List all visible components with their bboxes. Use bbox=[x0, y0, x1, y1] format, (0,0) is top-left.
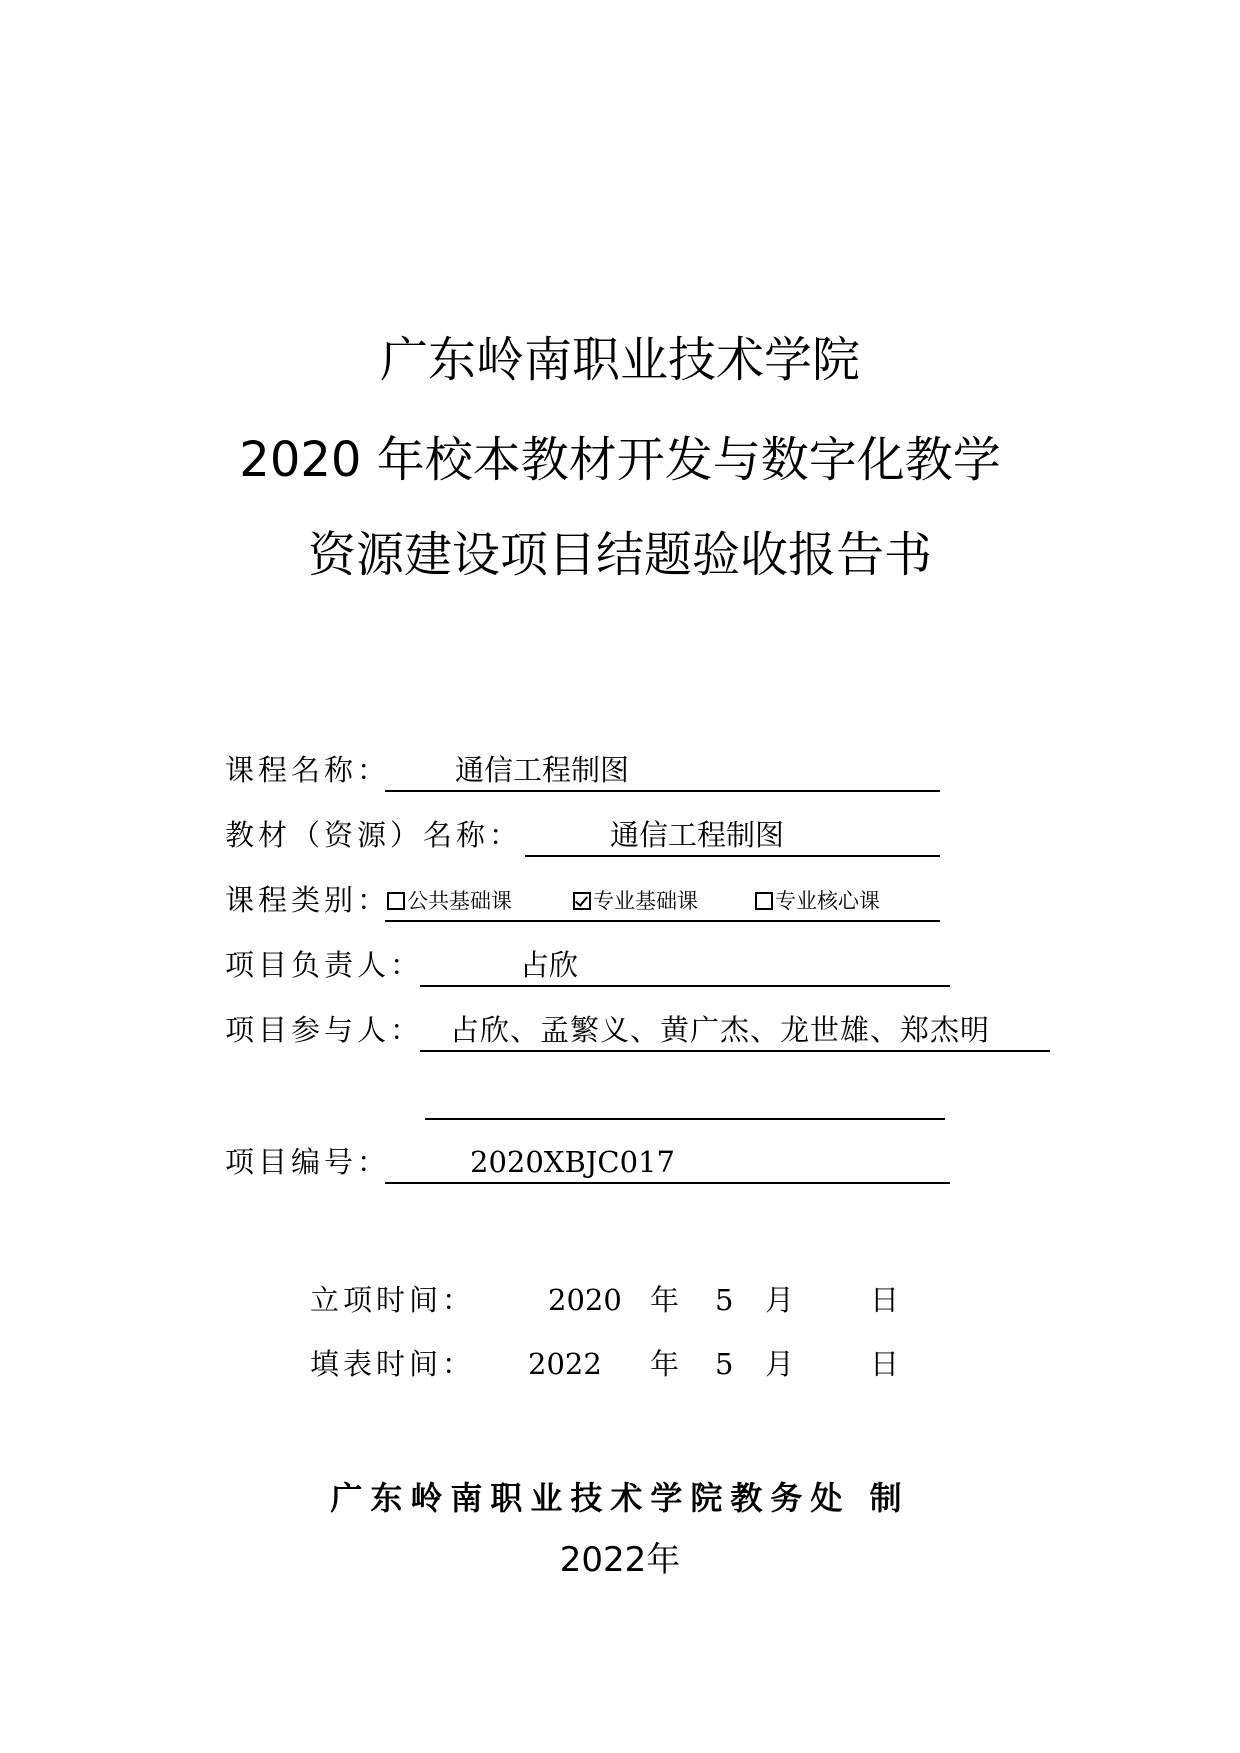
course-name-field[interactable] bbox=[385, 748, 940, 792]
approval-month-unit: 月 bbox=[765, 1283, 795, 1317]
issue-year: 2022年 bbox=[559, 1540, 681, 1580]
checkbox-checked-icon[interactable] bbox=[573, 892, 591, 910]
category-option-professional-core[interactable] bbox=[755, 882, 880, 920]
project-number-row bbox=[225, 1140, 965, 1184]
checkbox-icon[interactable] bbox=[387, 892, 405, 910]
title-line-2: 2020 年校本教材开发与数字化教学 bbox=[239, 432, 1001, 488]
participants-label: 项目参与人： bbox=[225, 1013, 424, 1047]
project-leader-value: 占欣 bbox=[520, 948, 579, 982]
participants-continuation-line[interactable] bbox=[425, 1118, 945, 1120]
approval-day-unit: 日 bbox=[870, 1283, 900, 1317]
course-category-field bbox=[385, 878, 940, 922]
approval-year-unit: 年 bbox=[650, 1283, 680, 1317]
material-name-label: 教材（资源）名称： bbox=[225, 818, 523, 852]
title-line-3: 资源建设项目结题验收报告书 bbox=[307, 527, 932, 583]
filled-date-label: 填表时间： bbox=[310, 1347, 476, 1381]
course-category-row bbox=[225, 878, 945, 922]
material-name-field[interactable] bbox=[525, 813, 940, 857]
filled-date-row bbox=[310, 1342, 910, 1386]
project-leader-row bbox=[225, 943, 955, 987]
filled-year-unit: 年 bbox=[650, 1347, 680, 1381]
project-leader-field[interactable] bbox=[420, 943, 950, 987]
project-number-field[interactable] bbox=[385, 1140, 950, 1184]
category-option-professional-basic[interactable] bbox=[573, 882, 698, 920]
filled-month[interactable]: 5 bbox=[715, 1347, 734, 1381]
project-leader-label: 项目负责人： bbox=[225, 948, 424, 982]
project-number-label: 项目编号： bbox=[225, 1145, 391, 1179]
category-option-label: 专业核心课 bbox=[775, 889, 880, 913]
material-name-row bbox=[225, 813, 945, 857]
title-line-1: 广东岭南职业技术学院 bbox=[379, 332, 860, 388]
approval-date-row bbox=[310, 1278, 910, 1322]
course-name-row bbox=[225, 748, 945, 792]
filled-day-unit: 日 bbox=[870, 1347, 900, 1381]
participants-row bbox=[225, 1008, 1055, 1052]
approval-month[interactable]: 5 bbox=[715, 1283, 734, 1317]
issuing-office: 广东岭南职业技术学院教务处 制 bbox=[330, 1479, 910, 1517]
project-number-value: 2020XBJC017 bbox=[470, 1145, 675, 1179]
approval-year[interactable]: 2020 bbox=[548, 1283, 622, 1317]
participants-value: 占欣、孟繁义、黄广杰、龙世雄、郑杰明 bbox=[450, 1013, 991, 1047]
participants-field[interactable] bbox=[420, 1008, 1050, 1052]
category-option-public[interactable] bbox=[387, 882, 512, 920]
material-name-value: 通信工程制图 bbox=[610, 818, 785, 852]
category-option-label: 专业基础课 bbox=[593, 889, 698, 913]
course-name-label: 课程名称： bbox=[225, 753, 391, 787]
category-option-label: 公共基础课 bbox=[407, 889, 512, 913]
approval-date-label: 立项时间： bbox=[310, 1283, 476, 1317]
course-name-value: 通信工程制图 bbox=[455, 753, 630, 787]
filled-year[interactable]: 2022 bbox=[528, 1347, 602, 1381]
checkbox-icon[interactable] bbox=[755, 892, 773, 910]
course-category-label: 课程类别： bbox=[225, 883, 391, 917]
filled-month-unit: 月 bbox=[765, 1347, 795, 1381]
